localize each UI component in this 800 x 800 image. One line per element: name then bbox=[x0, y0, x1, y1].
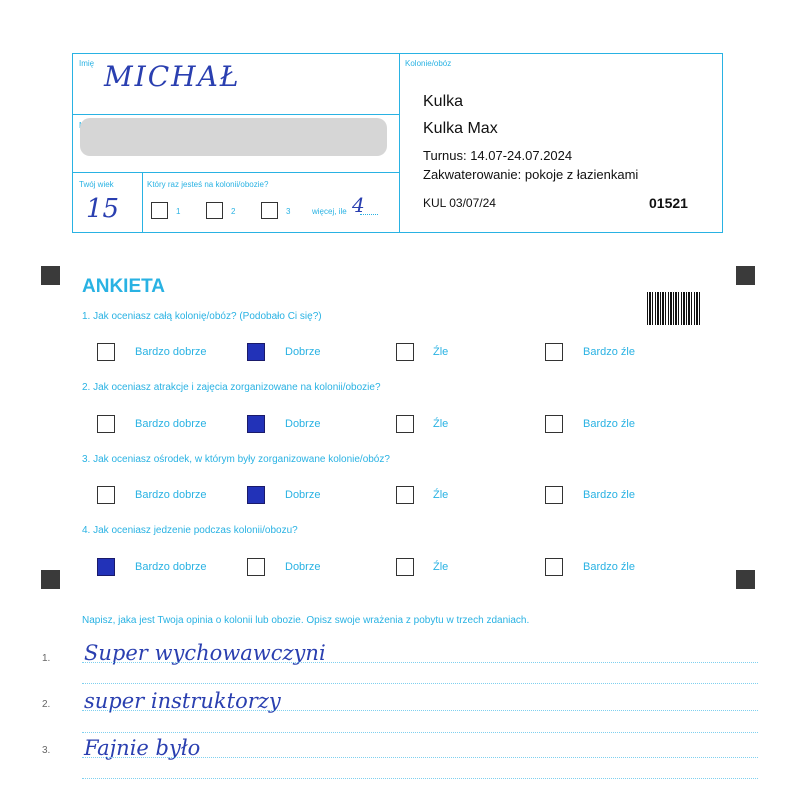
opinion-dotline-3a bbox=[82, 757, 758, 758]
opinion-dotline-3b bbox=[82, 778, 758, 779]
question-4: 4. Jak oceniasz jedzenie podczas kolonii/obozu? bbox=[82, 525, 298, 536]
camp-label: Kolonie/obóz bbox=[405, 59, 452, 68]
turnus: Turnus: 14.07-24.07.2024 bbox=[423, 148, 573, 163]
times-checkbox-1[interactable] bbox=[151, 202, 168, 219]
question-1: 1. Jak oceniasz całą kolonię/obóz? (Podobało Ci się?) bbox=[82, 311, 322, 322]
survey-title: ANKIETA bbox=[82, 276, 166, 297]
opinion-prompt: Napisz, jaka jest Twoja opinia o kolonii lub obozie. Opisz swoje wrażenia z pobytu w trzech zdaniach. bbox=[82, 615, 530, 626]
opinion-dotline-2b bbox=[82, 732, 758, 733]
q1-option-bardzo-dobrze-checkbox[interactable] bbox=[97, 343, 115, 361]
q2-option-bardzo-dobrze-checkbox[interactable] bbox=[97, 415, 115, 433]
opinion-dotline-1b bbox=[82, 683, 758, 684]
times-option-3: 3 bbox=[286, 207, 291, 216]
opinion-line-2-handwritten[interactable]: super instruktorzy bbox=[84, 689, 281, 713]
q3-label-bardzo-dobrze: Bardzo dobrze bbox=[135, 489, 207, 501]
q1-option-dobrze-checkbox[interactable] bbox=[247, 343, 265, 361]
age-handwritten[interactable]: 15 bbox=[86, 194, 120, 224]
q4-label-bardzo-zle: Bardzo źle bbox=[583, 561, 635, 573]
opinion-line-2-number: 2. bbox=[42, 699, 51, 710]
q4-option-zle-checkbox[interactable] bbox=[396, 558, 414, 576]
registration-marker-bl bbox=[41, 570, 60, 589]
q4-option-dobrze-checkbox[interactable] bbox=[247, 558, 265, 576]
registration-marker-br bbox=[736, 570, 755, 589]
q2-option-bardzo-zle-checkbox[interactable] bbox=[545, 415, 563, 433]
q1-label-bardzo-dobrze: Bardzo dobrze bbox=[135, 346, 207, 358]
q3-option-zle-checkbox[interactable] bbox=[396, 486, 414, 504]
q2-label-bardzo-dobrze: Bardzo dobrze bbox=[135, 418, 207, 430]
q2-label-zle: Źle bbox=[433, 418, 449, 430]
q3-label-zle: Źle bbox=[433, 489, 449, 501]
name-handwritten[interactable]: MICHAŁ bbox=[104, 60, 241, 93]
question-3: 3. Jak oceniasz ośrodek, w którym były zorganizowane kolonie/obóz? bbox=[82, 454, 390, 465]
times-option-2: 2 bbox=[231, 207, 236, 216]
q4-option-bardzo-dobrze-checkbox[interactable] bbox=[97, 558, 115, 576]
q1-label-dobrze: Dobrze bbox=[285, 346, 321, 358]
q4-label-dobrze: Dobrze bbox=[285, 561, 321, 573]
more-dotline bbox=[360, 214, 378, 215]
q4-option-bardzo-zle-checkbox[interactable] bbox=[545, 558, 563, 576]
q2-option-dobrze-checkbox[interactable] bbox=[247, 415, 265, 433]
accommodation: Zakwaterowanie: pokoje z łazienkami bbox=[423, 167, 639, 182]
opinion-line-3-number: 3. bbox=[42, 745, 51, 756]
q1-label-zle: Źle bbox=[433, 346, 449, 358]
q1-label-bardzo-zle: Bardzo źle bbox=[583, 346, 635, 358]
camp-name1: Kulka bbox=[423, 93, 464, 110]
question-2: 2. Jak oceniasz atrakcje i zajęcia zorganizowane na kolonii/obozie? bbox=[82, 382, 381, 393]
form-number: 01521 bbox=[649, 195, 688, 211]
q1-option-zle-checkbox[interactable] bbox=[396, 343, 414, 361]
q1-option-bardzo-zle-checkbox[interactable] bbox=[545, 343, 563, 361]
opinion-line-3-handwritten[interactable]: Fajnie było bbox=[84, 736, 201, 760]
q4-label-zle: Źle bbox=[433, 561, 449, 573]
q3-option-bardzo-zle-checkbox[interactable] bbox=[545, 486, 563, 504]
opinion-line-1-number: 1. bbox=[42, 653, 51, 664]
registration-marker-tl bbox=[41, 266, 60, 285]
camp-name2: Kulka Max bbox=[423, 120, 498, 137]
more-handwritten[interactable]: 4 bbox=[352, 193, 365, 217]
q2-label-bardzo-zle: Bardzo źle bbox=[583, 418, 635, 430]
q3-label-dobrze: Dobrze bbox=[285, 489, 321, 501]
times-checkbox-3[interactable] bbox=[261, 202, 278, 219]
camp-code: KUL 03/07/24 bbox=[423, 196, 496, 210]
times-option-1: 1 bbox=[176, 207, 181, 216]
q2-label-dobrze: Dobrze bbox=[285, 418, 321, 430]
q4-label-bardzo-dobrze: Bardzo dobrze bbox=[135, 561, 207, 573]
q3-option-bardzo-dobrze-checkbox[interactable] bbox=[97, 486, 115, 504]
times-label: Który raz jesteś na kolonii/obozie? bbox=[147, 180, 269, 189]
opinion-dotline-1a bbox=[82, 662, 758, 663]
barcode bbox=[647, 292, 701, 325]
opinion-line-1-handwritten[interactable]: Super wychowawczyni bbox=[84, 641, 326, 665]
name-label: Imię bbox=[79, 59, 95, 68]
opinion-dotline-2a bbox=[82, 710, 758, 711]
q2-option-zle-checkbox[interactable] bbox=[396, 415, 414, 433]
q3-option-dobrze-checkbox[interactable] bbox=[247, 486, 265, 504]
q3-label-bardzo-zle: Bardzo źle bbox=[583, 489, 635, 501]
age-label: Twój wiek bbox=[79, 180, 114, 189]
more-label: więcej, ile bbox=[312, 207, 347, 216]
times-checkbox-2[interactable] bbox=[206, 202, 223, 219]
surname-redaction bbox=[80, 118, 387, 156]
registration-marker-tr bbox=[736, 266, 755, 285]
